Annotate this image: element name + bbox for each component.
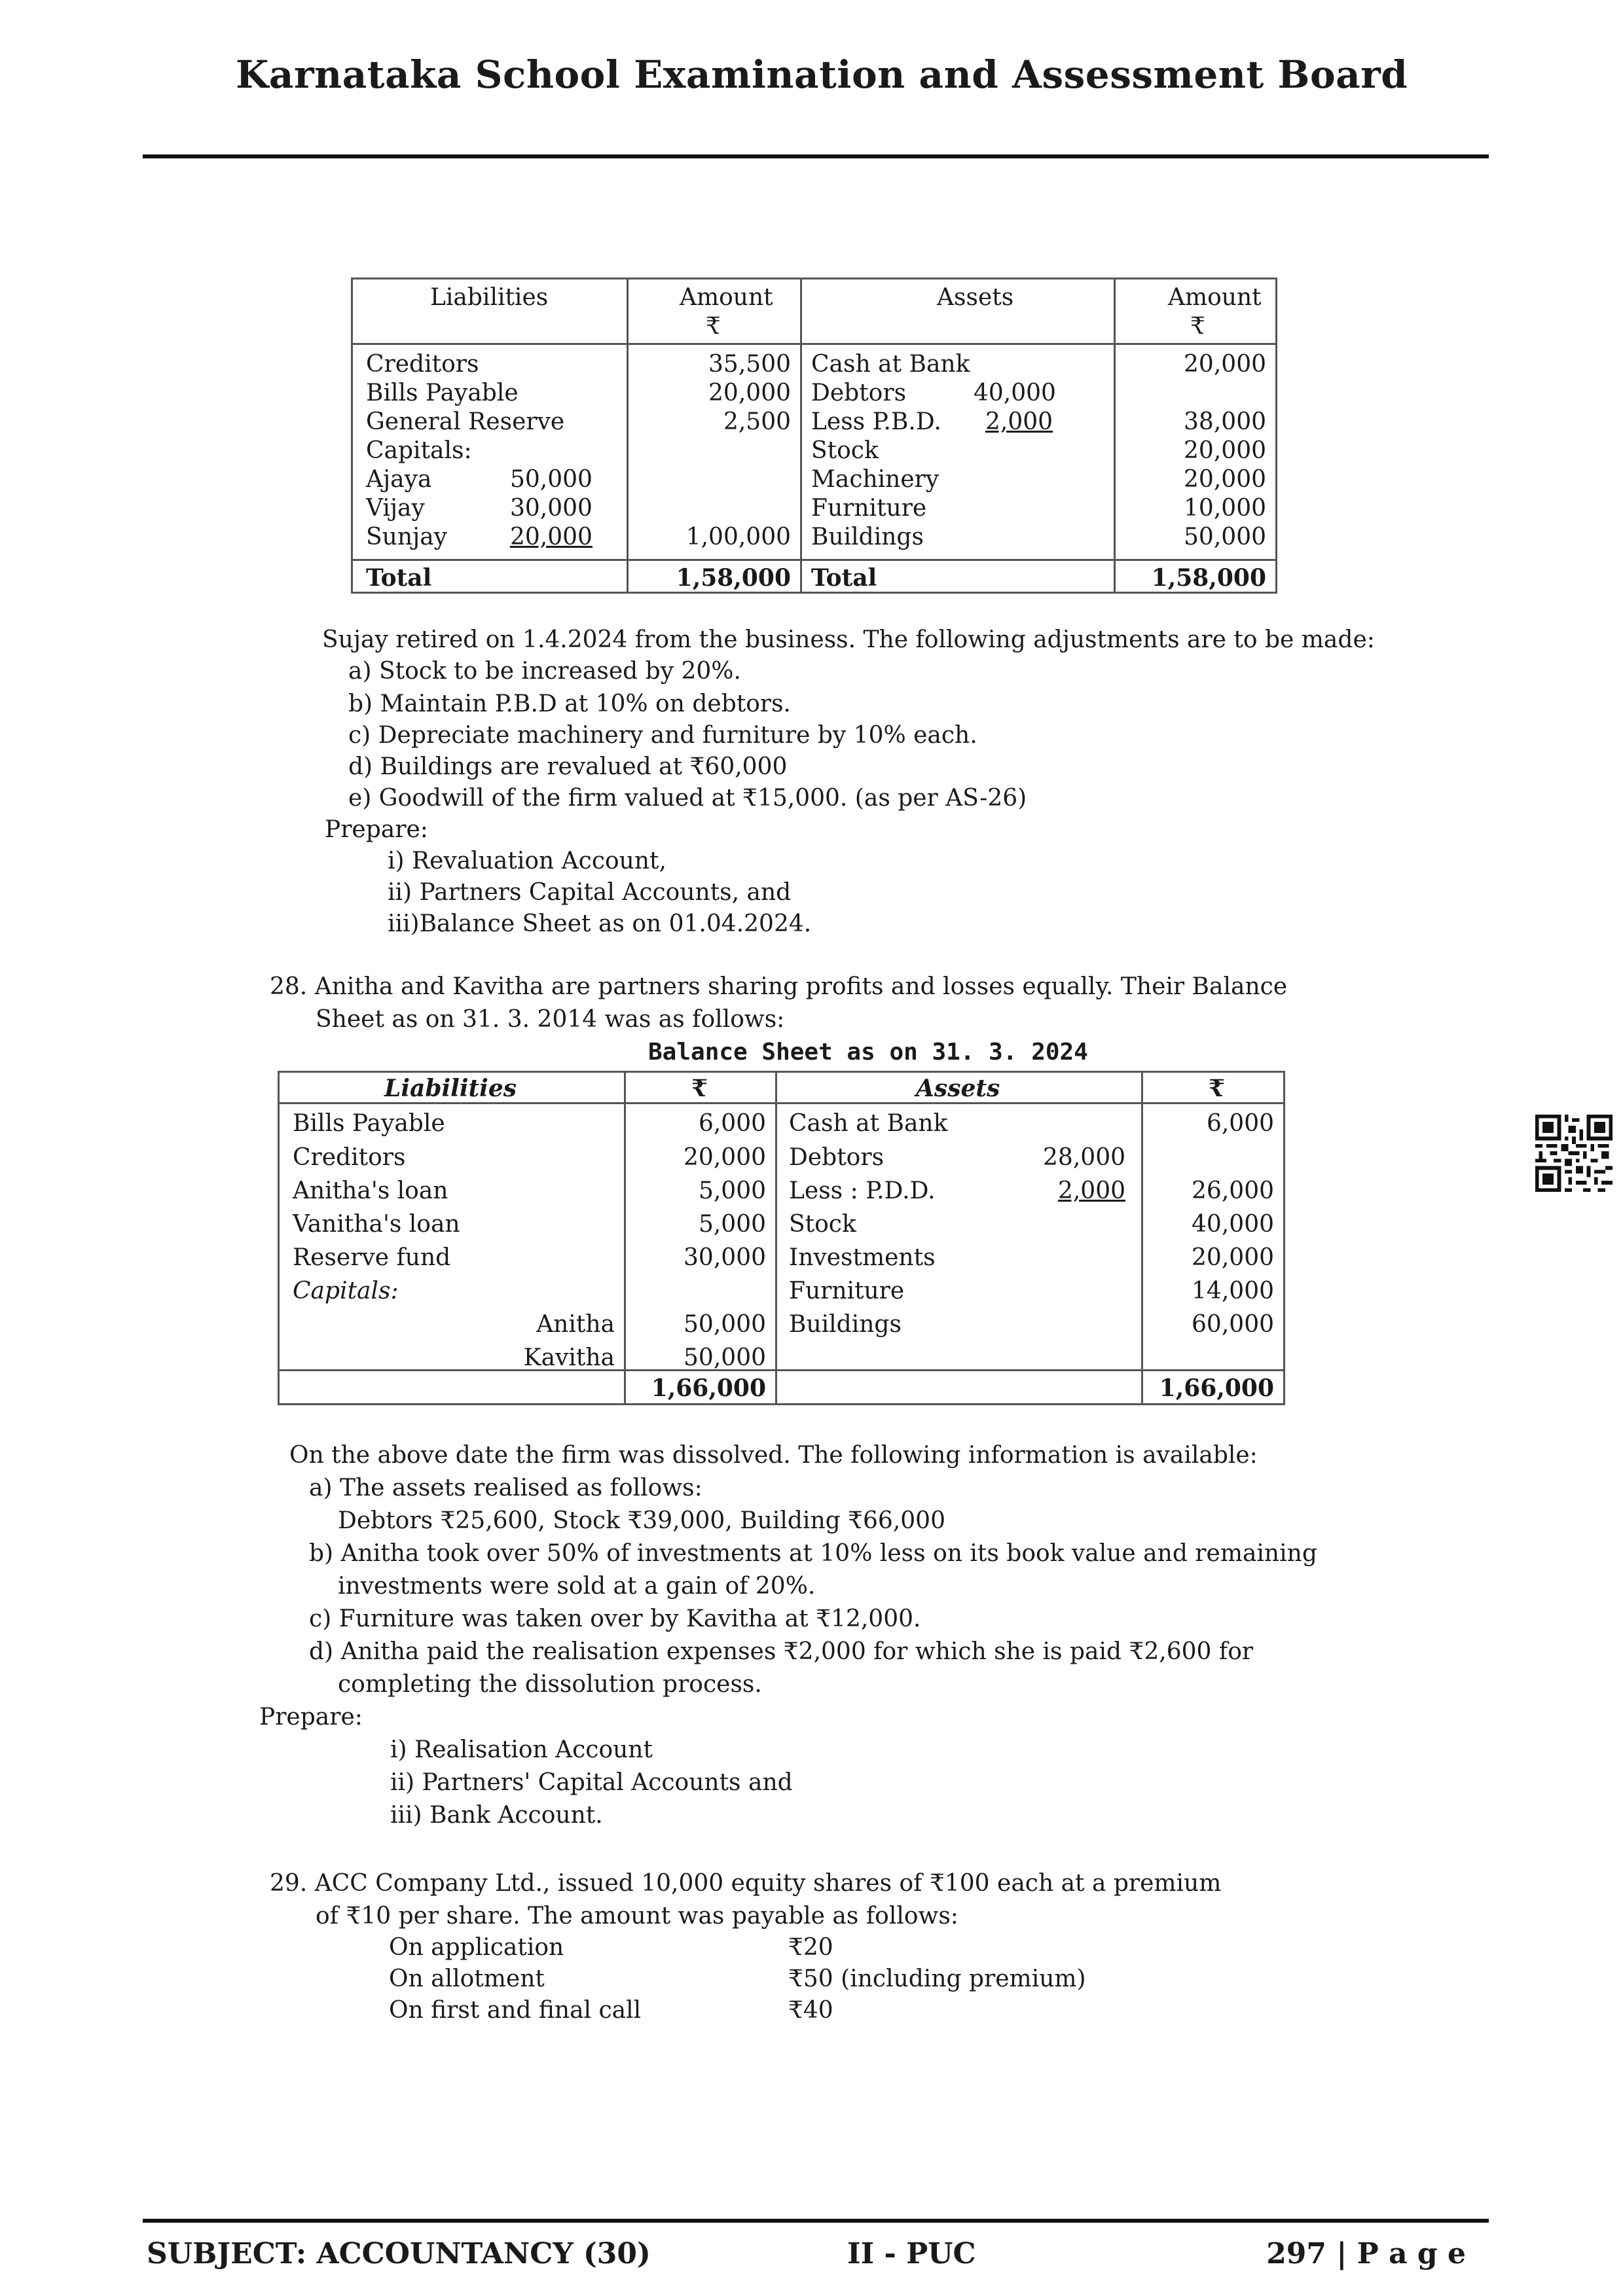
total-assets: 1,66,000	[1159, 1374, 1274, 1402]
header-rupee: ₹	[691, 1075, 708, 1102]
q29-line: of ₹10 per share. The amount was payable as follows:	[316, 1903, 958, 1929]
asset-furniture: Furniture	[789, 1278, 905, 1304]
qr-code-icon	[1535, 1115, 1613, 1192]
liability-amount: 20,000	[684, 1144, 766, 1171]
asset-less-pbd: Less P.B.D.	[811, 408, 941, 435]
q28-line: Sheet as on 31. 3. 2014 was as follows:	[316, 1006, 785, 1033]
info-line: Debtors ₹25,600, Stock ₹39,000, Building ₹66,000	[338, 1507, 945, 1534]
liability-item: Vanitha's loan	[293, 1211, 460, 1238]
adjustment-item: c) Depreciate machinery and furniture by 10% each.	[348, 722, 977, 749]
asset-amount: 50,000	[1184, 524, 1266, 550]
header-liabilities: Liabilities	[430, 284, 549, 311]
liability-amount: 1,00,000	[685, 524, 791, 550]
prepare-item: i) Revaluation Account,	[388, 848, 666, 874]
asset-buildings: Buildings	[811, 524, 924, 550]
payment-label: On first and final call	[389, 1997, 642, 2024]
prepare-item: iii) Bank Account.	[390, 1802, 603, 1829]
asset-buildings: Buildings	[789, 1311, 902, 1338]
asset-investments: Investments	[789, 1244, 936, 1271]
q27-intro: Sujay retired on 1.4.2024 from the business. The following adjustments are to be made:	[322, 626, 1375, 653]
header-amount: Amount	[1168, 284, 1262, 311]
partner-capital: 20,000	[510, 524, 593, 550]
balance-sheet-table-2	[278, 1071, 1285, 1405]
prepare-item: ii) Partners' Capital Accounts and	[390, 1769, 793, 1796]
asset-amount: 20,000	[1192, 1244, 1274, 1271]
asset-amount: 60,000	[1192, 1311, 1274, 1338]
asset-amount: 6,000	[1206, 1110, 1274, 1137]
total-liabilities: 1,58,000	[676, 564, 791, 592]
debtors-value: 40,000	[974, 380, 1056, 406]
asset-amount: 26,000	[1192, 1177, 1274, 1204]
liability-creditors: Creditors	[366, 351, 479, 378]
partner-name: Anitha	[536, 1311, 615, 1338]
liability-amount: 6,000	[698, 1110, 766, 1137]
balance-sheet-table-1	[351, 278, 1277, 594]
total-label: Total	[811, 564, 877, 592]
page-title: Karnataka School Examination and Assessment Board	[236, 52, 1408, 97]
payment-value: ₹40	[788, 1997, 833, 2024]
asset-amount: 10,000	[1184, 495, 1266, 522]
prepare-label: Prepare:	[325, 816, 428, 843]
partner-capital: 50,000	[510, 466, 593, 493]
partner-name: Ajaya	[366, 466, 432, 493]
liability-amount: 35,500	[708, 351, 791, 378]
prepare-item: ii) Partners Capital Accounts, and	[388, 879, 792, 906]
info-line: investments were sold at a gain of 20%.	[338, 1573, 816, 1600]
asset-cash-at-bank: Cash at Bank	[811, 351, 970, 378]
liability-amount: 5,000	[698, 1177, 766, 1204]
asset-less-pdd: Less : P.D.D.	[789, 1177, 936, 1204]
q29-line: 29. ACC Company Ltd., issued 10,000 equity shares of ₹100 each at a premium	[270, 1870, 1222, 1897]
asset-furniture: Furniture	[811, 495, 927, 522]
liability-item: Bills Payable	[293, 1110, 445, 1137]
info-line: c) Furniture was taken over by Kavitha at ₹12,000.	[309, 1605, 921, 1632]
payment-label: On allotment	[389, 1965, 545, 1992]
prepare-item: iii)Balance Sheet as on 01.04.2024.	[388, 910, 812, 937]
header-rupee: ₹	[1209, 1075, 1226, 1102]
header-rupee: ₹	[706, 313, 721, 340]
partner-name: Kavitha	[523, 1344, 615, 1371]
header-amount: Amount	[680, 284, 773, 311]
adjustment-item: d) Buildings are revalued at ₹60,000	[348, 753, 788, 780]
liability-amount: 50,000	[684, 1344, 766, 1371]
header-divider	[143, 154, 1489, 158]
liability-item: Anitha's loan	[293, 1177, 448, 1204]
prepare-item: i) Realisation Account	[390, 1736, 653, 1763]
asset-amount: 20,000	[1184, 351, 1266, 378]
total-liabilities: 1,66,000	[651, 1374, 766, 1402]
total-label: Total	[366, 564, 432, 592]
liability-amount: 30,000	[684, 1244, 766, 1271]
liability-general-reserve: General Reserve	[366, 408, 565, 435]
asset-amount: 38,000	[1184, 408, 1266, 435]
asset-debtors: Debtors	[789, 1144, 884, 1171]
info-line: b) Anitha took over 50% of investments at 10% less on its book value and remaining	[309, 1540, 1317, 1567]
info-line: d) Anitha paid the realisation expenses ₹2,000 for which she is paid ₹2,600 for	[309, 1638, 1254, 1665]
partner-capital: 30,000	[510, 495, 593, 522]
adjustment-item: a) Stock to be increased by 20%.	[348, 658, 741, 685]
q28-intro: On the above date the firm was dissolved. The following information is available:	[289, 1442, 1258, 1469]
footer-subject: SUBJECT: ACCOUNTANCY (30)	[147, 2237, 651, 2270]
partner-name: Sunjay	[366, 524, 447, 550]
adjustment-item: e) Goodwill of the firm valued at ₹15,000. (as per AS-26)	[348, 785, 1027, 812]
info-line: a) The assets realised as follows:	[309, 1475, 702, 1501]
liability-item: Reserve fund	[293, 1244, 451, 1271]
pbd-value: 2,000	[985, 408, 1053, 435]
liability-item: Creditors	[293, 1144, 406, 1171]
asset-stock: Stock	[789, 1211, 856, 1238]
payment-label: On application	[389, 1934, 564, 1961]
liability-amount: 20,000	[708, 380, 791, 406]
asset-amount: 40,000	[1192, 1211, 1274, 1238]
debtors-value: 28,000	[1043, 1144, 1125, 1171]
q28-line: 28. Anitha and Kavitha are partners sharing profits and losses equally. Their Balance	[270, 973, 1288, 1000]
header-rupee: ₹	[1190, 313, 1205, 340]
liability-capitals: Capitals:	[293, 1278, 399, 1304]
asset-machinery: Machinery	[811, 466, 939, 493]
asset-amount: 20,000	[1184, 466, 1266, 493]
adjustment-item: b) Maintain P.B.D at 10% on debtors.	[348, 691, 792, 717]
header-liabilities: Liabilities	[384, 1075, 517, 1102]
asset-cash-at-bank: Cash at Bank	[789, 1110, 948, 1137]
table-title: Balance Sheet as on 31. 3. 2024	[648, 1039, 1088, 1066]
header-assets: Assets	[916, 1075, 1000, 1102]
asset-amount: 20,000	[1184, 437, 1266, 464]
total-assets: 1,58,000	[1151, 564, 1266, 592]
footer-divider	[143, 2219, 1489, 2223]
liability-amount: 2,500	[723, 408, 791, 435]
pdd-value: 2,000	[1057, 1177, 1125, 1204]
info-line: completing the dissolution process.	[338, 1671, 762, 1698]
liability-amount: 50,000	[684, 1311, 766, 1338]
partner-name: Vijay	[366, 495, 425, 522]
prepare-label: Prepare:	[259, 1704, 363, 1731]
asset-debtors: Debtors	[811, 380, 907, 406]
asset-amount: 14,000	[1192, 1278, 1274, 1304]
liability-capitals: Capitals:	[366, 437, 472, 464]
payment-value: ₹20	[788, 1934, 833, 1961]
liability-bills-payable: Bills Payable	[366, 380, 519, 406]
asset-stock: Stock	[811, 437, 879, 464]
header-assets: Assets	[937, 284, 1014, 311]
payment-value: ₹50 (including premium)	[788, 1965, 1086, 1992]
footer-class: II - PUC	[847, 2237, 976, 2270]
footer-page-number: 297 | P a g e	[1266, 2237, 1466, 2270]
liability-amount: 5,000	[698, 1211, 766, 1238]
